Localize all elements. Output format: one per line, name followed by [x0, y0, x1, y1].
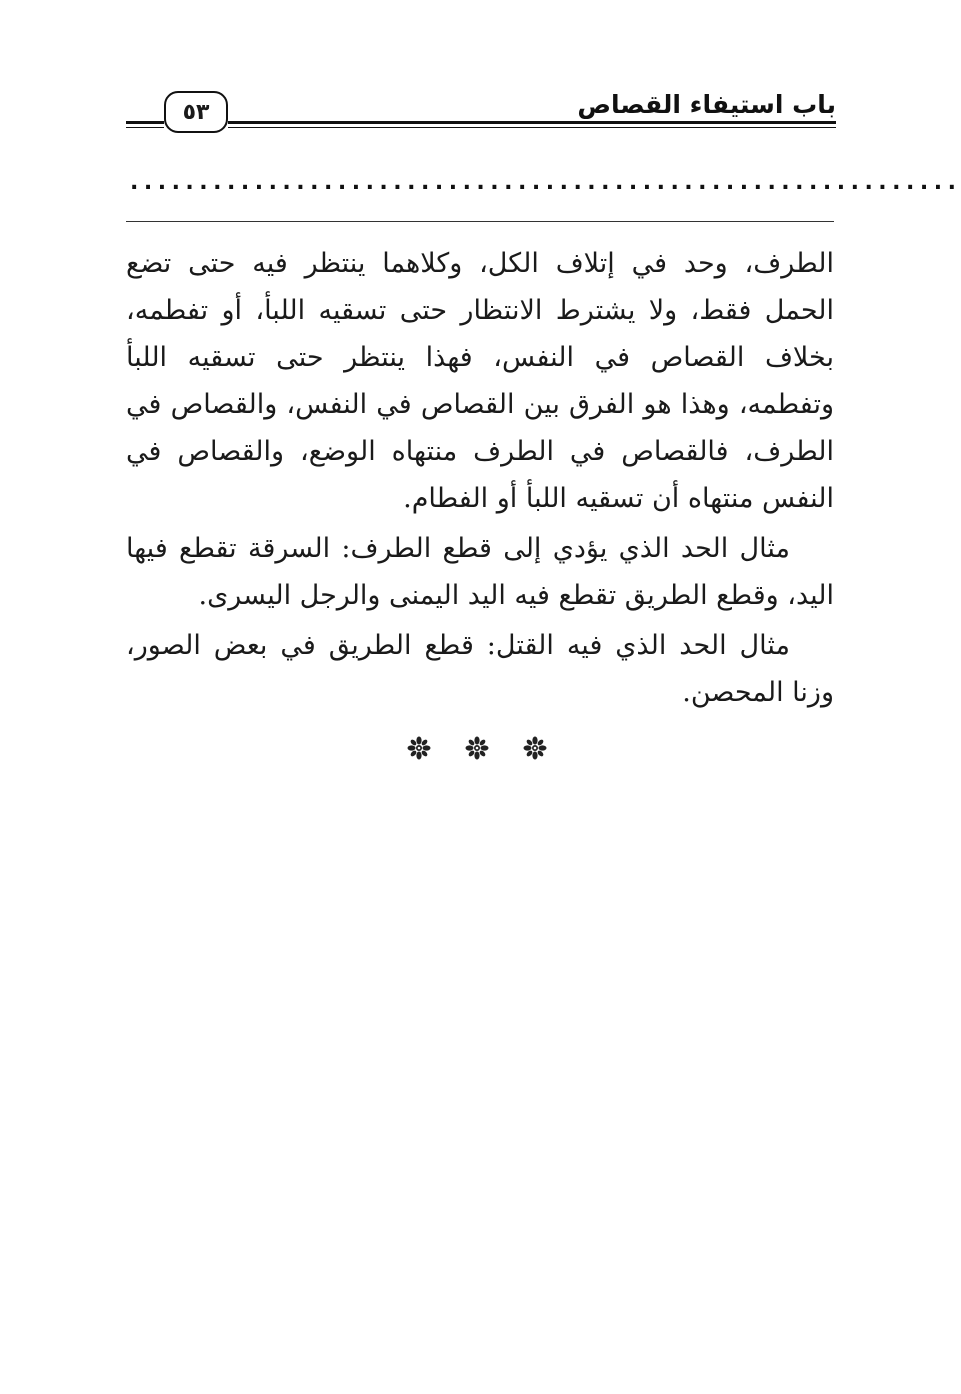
flower-ornament-icon — [465, 736, 489, 760]
paragraph: مثال الحد الذي يؤدي إلى قطع الطرف: السرقة تقطع فيها اليد، وقطع الطريق تقطع فيه اليد اليمنى والرجل اليسرى. — [126, 533, 834, 611]
separator-line — [126, 221, 834, 222]
chapter-title: باب استيفاء القصاص — [577, 90, 836, 119]
page-number: ٥٣ — [164, 91, 228, 133]
paragraph: الطرف، وحد في إتلاف الكل، وكلاهما ينتظر فيه حتى تضع الحمل فقط، ولا يشترط الانتظار حتى تسقيه اللبأ، أو تفطمه، بخلاف القصاص في النفس، فهذا ينتظر حتى تسقيه اللبأ وتفطمه، وهذا هو الفرق بين القصاص في النفس، والقصاص في الطرف، فالقصاص في الطرف منتهاه الوضع، والقصاص في النفس منتهاه أن تسقيه اللبأ أو الفطام. — [126, 248, 834, 514]
flower-ornament-icon — [523, 736, 547, 760]
header-rule-thick — [228, 121, 836, 124]
header-rule-thin — [228, 127, 836, 128]
paragraph: مثال الحد الذي فيه القتل: قطع الطريق في بعض الصور، وزنا المحصن. — [126, 630, 834, 708]
body-text — [126, 240, 834, 716]
dotted-line: ............................................................ — [130, 170, 961, 195]
header-rule-thin-left — [126, 127, 164, 128]
page-header — [126, 84, 836, 144]
section-end-ornaments — [0, 736, 954, 760]
header-rule-thick-left — [126, 121, 164, 124]
flower-ornament-icon — [407, 736, 431, 760]
